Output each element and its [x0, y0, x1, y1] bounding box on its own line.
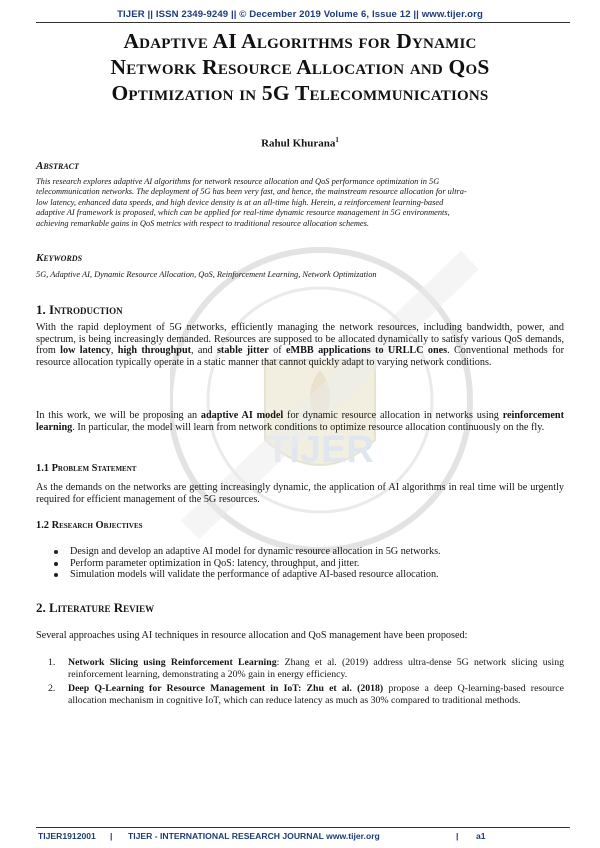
footer-page-number: a1: [476, 831, 486, 841]
bullet-dot-icon: [54, 550, 58, 554]
literature-item-text: : Zhang et al. (2019) address ultra-dense 5G network slicing using reinforcement learning, demonstrating a 20% gain in energy efficiency.: [68, 657, 564, 680]
author-line: [0, 136, 600, 150]
abstract-line-1: This research explores adaptive AI algorithms for network resource allocation and QoS performance optimization in 5G: [36, 177, 440, 186]
watermark-text: TIJER: [266, 429, 374, 471]
intro-p2-text-a: In this work, we will be proposing an: [36, 410, 201, 421]
literature-item-number: 1.: [48, 657, 56, 668]
literature-item: [36, 657, 564, 680]
abstract-body: [36, 177, 564, 229]
objective-item: [36, 558, 564, 570]
intro-p1-text-f: . Conventional methods for resource allocation typically operate in a static manner that cannot quickly adapt to varying network conditions.: [36, 345, 564, 368]
objective-text: Perform parameter optimization in QoS: latency, throughput, and jitter.: [70, 557, 360, 569]
objectives-heading: 1.2 Research Objectives: [36, 520, 143, 531]
abstract-line-2: telecommunication networks. The deployment of 5G has been very fast, and hence, the mainstream resource allocation for ultra-: [36, 187, 467, 197]
literature-heading: 2. Literature Review: [36, 600, 155, 615]
footer-divider: [36, 827, 570, 828]
intro-heading: 1. Introduction: [36, 302, 123, 317]
objective-item: [36, 546, 564, 558]
title-line-3: Optimization in 5G Telecommunications: [111, 81, 489, 105]
literature-item-text: propose a deep Q-learning-based resource allocation mechanism in cognitive IoT, which can reduce latency as much as 30% compared to traditional methods.: [68, 683, 564, 706]
literature-item-number: 2.: [48, 683, 56, 695]
objective-item: [36, 569, 564, 581]
literature-list: [36, 657, 564, 709]
header-divider: [36, 22, 570, 23]
footer-journal: TIJER - INTERNATIONAL RESEARCH JOURNAL www.tijer.org: [128, 831, 380, 841]
keywords-heading: Keywords: [36, 252, 83, 264]
abstract-line-5: achieving remarkable gains in QoS metrics with respect to traditional resource allocation schemes.: [36, 218, 370, 228]
footer-separator: |: [456, 831, 459, 841]
intro-p2-bold-1: adaptive AI model: [200, 410, 284, 421]
intro-paragraph-2: [36, 410, 564, 433]
intro-paragraph-1: [36, 322, 564, 368]
author-name: Rahul Khurana: [261, 137, 336, 150]
intro-p1-bold-1: low latency: [60, 345, 111, 357]
intro-p2-text-c: for dynamic resource allocation in networks using: [283, 410, 503, 421]
intro-p1-bold-4: eMBB applications to URLLC ones: [286, 345, 448, 357]
literature-intro: Several approaches using AI techniques in resource allocation and QoS management have been proposed:: [36, 630, 468, 641]
objectives-list: [36, 546, 564, 581]
keywords-text: 5G, Adaptive AI, Dynamic Resource Allocation, QoS, Reinforcement Learning, Network Optimization: [36, 270, 377, 279]
problem-heading: 1.1 Problem Statement: [36, 463, 137, 474]
literature-item-title: Network Slicing using Reinforcement Learning: [68, 657, 277, 668]
footer-paper-id: TIJER1912001: [38, 831, 96, 841]
abstract-line-3: low latency, enhanced data speeds, and high device density is at an all-time high. Herein, a reinforcement learning-based: [36, 197, 444, 207]
intro-p2-text-d: . In particular, the model will learn from network conditions to optimize resource allocation continuously on the fly.: [72, 421, 545, 433]
objective-text: Simulation models will validate the performance of adaptive AI-based resource allocation.: [70, 569, 439, 580]
intro-p1-text-d: , and: [191, 345, 217, 357]
bullet-dot-icon: [54, 573, 58, 577]
intro-p1-text-a: With the rapid deployment of 5G networks, efficiently managing the network resources, including bandwidth, power, and spectrum, is being increasingly demanded. Resources are supposed to be allocated dynamically to satisfy various QoS demands, from: [36, 322, 564, 357]
bullet-dot-icon: [54, 562, 58, 566]
intro-p1-text-e: of: [268, 345, 286, 357]
intro-p1-bold-3: stable jitter: [216, 345, 269, 357]
objective-text: Design and develop an adaptive AI model for dynamic resource allocation in 5G networks.: [70, 546, 441, 557]
literature-item-title: Deep Q-Learning for Resource Management in IoT: Zhu et al. (2018): [68, 683, 384, 695]
title-line-1: Adaptive AI Algorithms for Dynamic: [123, 29, 477, 53]
paper-title: [40, 28, 560, 106]
author-affiliation-mark: 1: [335, 136, 339, 144]
abstract-line-4: adaptive AI framework is proposed, which can be applied for real-time dynamic resource management in 5G environments,: [36, 208, 450, 218]
journal-header: TIJER || ISSN 2349-9249 || © December 2019 Volume 6, Issue 12 || www.tijer.org: [117, 9, 483, 20]
literature-item: [36, 683, 564, 706]
problem-text: As the demands on the networks are getting increasingly dynamic, the application of AI algorithms in real time will be urgently required for efficient management of the 5G resources.: [36, 482, 564, 505]
intro-p1-text-c: ,: [110, 345, 118, 357]
footer-separator: |: [110, 831, 113, 841]
title-line-2: Network Resource Allocation and QoS: [110, 55, 490, 79]
abstract-heading: Abstract: [36, 160, 79, 172]
intro-p1-bold-2: high throughput: [117, 345, 192, 357]
intro-p2-bold-2: reinforcement learning: [36, 410, 564, 433]
